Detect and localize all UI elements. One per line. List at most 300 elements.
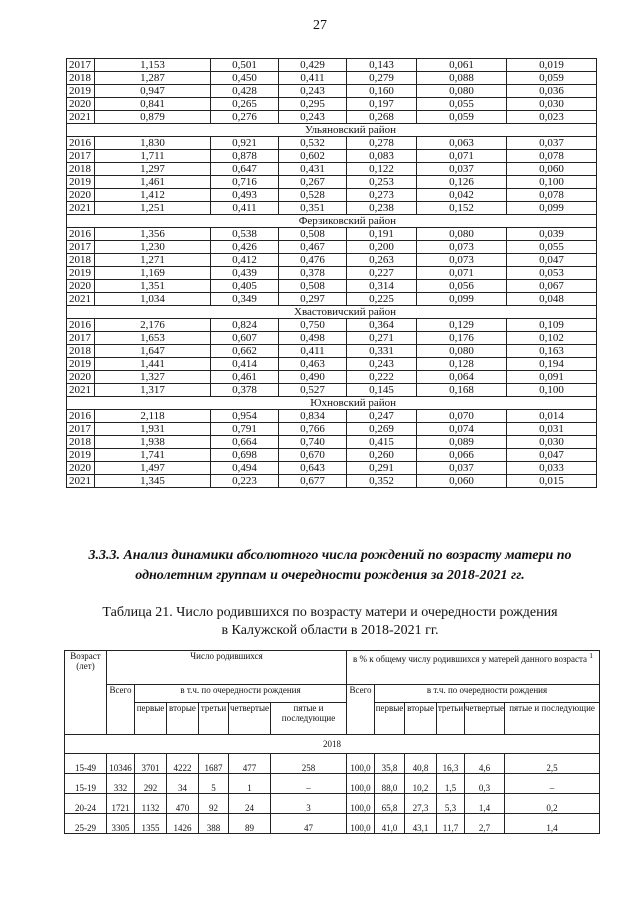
- value-cell: 0,088: [417, 72, 507, 85]
- value-cell: 0,225: [347, 293, 417, 306]
- row-label-cell: 2020: [67, 462, 95, 475]
- value-cell: 11,7: [437, 814, 465, 834]
- row-label-cell: 2021: [67, 111, 95, 124]
- value-cell: 0,080: [417, 345, 507, 358]
- value-cell: 0,053: [507, 267, 597, 280]
- value-cell: 0,411: [211, 202, 279, 215]
- row-label-cell: 2020: [67, 280, 95, 293]
- value-cell: 388: [199, 814, 229, 834]
- row-label-cell: 2018: [67, 72, 95, 85]
- births-header: Число родившихся: [107, 651, 347, 685]
- value-cell: 24: [229, 794, 271, 814]
- percent-total-header: Всего: [347, 685, 375, 735]
- value-cell: 0,048: [507, 293, 597, 306]
- value-cell: 0,030: [507, 436, 597, 449]
- value-cell: 0,031: [507, 423, 597, 436]
- value-cell: 1,153: [95, 59, 211, 72]
- value-cell: 0,269: [347, 423, 417, 436]
- row-label-cell: 2020: [67, 189, 95, 202]
- value-cell: 0,349: [211, 293, 279, 306]
- value-cell: 0,014: [507, 410, 597, 423]
- table-row: [67, 59, 597, 72]
- table-caption-line-2: в Калужской области в 2018-2021 гг.: [221, 623, 439, 638]
- table-row: [67, 189, 597, 202]
- value-cell: 1,497: [95, 462, 211, 475]
- value-cell: 0,352: [347, 475, 417, 488]
- district-header-row: [67, 215, 597, 228]
- births-order-header: в т.ч. по очередности рождения: [135, 685, 347, 703]
- value-cell: 0,102: [507, 332, 597, 345]
- value-cell: 0,450: [211, 72, 279, 85]
- value-cell: 1,169: [95, 267, 211, 280]
- births-total-header: Всего: [107, 685, 135, 735]
- value-cell: 0,467: [279, 241, 347, 254]
- percent-fifth-header: пятые и последующие: [505, 703, 600, 735]
- value-cell: 0,056: [417, 280, 507, 293]
- value-cell: 1,297: [95, 163, 211, 176]
- value-cell: 0,647: [211, 163, 279, 176]
- value-cell: 0,145: [347, 384, 417, 397]
- value-cell: 0,019: [507, 59, 597, 72]
- value-cell: 0,042: [417, 189, 507, 202]
- value-cell: 0,253: [347, 176, 417, 189]
- value-cell: 0,078: [507, 189, 597, 202]
- value-cell: 0,063: [417, 137, 507, 150]
- year-row: 2018: [65, 735, 600, 754]
- value-cell: 43,1: [405, 814, 437, 834]
- value-cell: 1,345: [95, 475, 211, 488]
- row-label-cell: 15-49: [65, 754, 107, 774]
- value-cell: 1,653: [95, 332, 211, 345]
- value-cell: 2,5: [505, 754, 600, 774]
- value-cell: 0,841: [95, 98, 211, 111]
- value-cell: 1,412: [95, 189, 211, 202]
- value-cell: 0,954: [211, 410, 279, 423]
- value-cell: 0,265: [211, 98, 279, 111]
- value-cell: 0,411: [279, 345, 347, 358]
- table-row: [67, 267, 597, 280]
- value-cell: 0,099: [507, 202, 597, 215]
- value-cell: 0,378: [279, 267, 347, 280]
- value-cell: 0,030: [507, 98, 597, 111]
- value-cell: 0,036: [507, 85, 597, 98]
- value-cell: 258: [271, 754, 347, 774]
- value-cell: 1,4: [505, 814, 600, 834]
- value-cell: 65,8: [375, 794, 405, 814]
- value-cell: 89: [229, 814, 271, 834]
- row-label-cell: 2016: [67, 137, 95, 150]
- value-cell: 0,152: [417, 202, 507, 215]
- value-cell: 1687: [199, 754, 229, 774]
- value-cell: 0,037: [417, 163, 507, 176]
- value-cell: 1721: [107, 794, 135, 814]
- value-cell: 1,441: [95, 358, 211, 371]
- value-cell: 0,260: [347, 449, 417, 462]
- row-label-cell: 2019: [67, 267, 95, 280]
- row-label-cell: 2017: [67, 241, 95, 254]
- births-first-header: первые: [135, 703, 167, 735]
- value-cell: 0,073: [417, 241, 507, 254]
- row-label-cell: 15-19: [65, 774, 107, 794]
- percent-first-header: первые: [375, 703, 405, 735]
- value-cell: 3305: [107, 814, 135, 834]
- value-cell: 477: [229, 754, 271, 774]
- value-cell: 1,4: [465, 794, 505, 814]
- value-cell: 0,405: [211, 280, 279, 293]
- table-row: [67, 98, 597, 111]
- value-cell: 0,493: [211, 189, 279, 202]
- value-cell: 0,528: [279, 189, 347, 202]
- value-cell: 0,677: [279, 475, 347, 488]
- value-cell: 1,461: [95, 176, 211, 189]
- value-cell: 0,128: [417, 358, 507, 371]
- value-cell: 10346: [107, 754, 135, 774]
- table-row: [67, 254, 597, 267]
- value-cell: 0,122: [347, 163, 417, 176]
- value-cell: 88,0: [375, 774, 405, 794]
- value-cell: 0,078: [507, 150, 597, 163]
- row-label-cell: 2017: [67, 150, 95, 163]
- value-cell: 0,297: [279, 293, 347, 306]
- value-cell: 0,047: [507, 449, 597, 462]
- value-cell: 100,0: [347, 814, 375, 834]
- births-second-header: вторые: [167, 703, 199, 735]
- row-label-cell: 2019: [67, 449, 95, 462]
- table-row: [67, 358, 597, 371]
- value-cell: 0,100: [507, 384, 597, 397]
- births-fifth-header: пятые и последующие: [271, 703, 347, 735]
- percent-third-header: третьи: [437, 703, 465, 735]
- table-row: [67, 345, 597, 358]
- value-cell: 0,037: [417, 462, 507, 475]
- value-cell: 0,191: [347, 228, 417, 241]
- births-third-header: третьи: [199, 703, 229, 735]
- value-cell: 0,126: [417, 176, 507, 189]
- value-cell: 0,055: [507, 241, 597, 254]
- value-cell: 0,824: [211, 319, 279, 332]
- value-cell: 4222: [167, 754, 199, 774]
- value-cell: 0,071: [417, 150, 507, 163]
- row-label-cell: 2016: [67, 410, 95, 423]
- district-name: Ульяновский район: [67, 124, 597, 137]
- value-cell: 0,061: [417, 59, 507, 72]
- value-cell: 10,2: [405, 774, 437, 794]
- section-heading: [60, 546, 600, 586]
- row-label-cell: 2017: [67, 59, 95, 72]
- district-header-row: [67, 306, 597, 319]
- value-cell: 0,089: [417, 436, 507, 449]
- row-label-cell: 20-24: [65, 794, 107, 814]
- table-row: [67, 176, 597, 189]
- value-cell: 0,740: [279, 436, 347, 449]
- percent-header: [347, 651, 600, 685]
- value-cell: 1,931: [95, 423, 211, 436]
- value-cell: –: [505, 774, 600, 794]
- value-cell: 3: [271, 794, 347, 814]
- value-cell: 0,532: [279, 137, 347, 150]
- value-cell: 3701: [135, 754, 167, 774]
- value-cell: 2,176: [95, 319, 211, 332]
- births-fourth-header: четвертые: [229, 703, 271, 735]
- value-cell: 0,364: [347, 319, 417, 332]
- value-cell: 27,3: [405, 794, 437, 814]
- value-cell: 0,501: [211, 59, 279, 72]
- value-cell: 0,039: [507, 228, 597, 241]
- value-cell: 0,273: [347, 189, 417, 202]
- value-cell: 1132: [135, 794, 167, 814]
- row-label-cell: 2020: [67, 371, 95, 384]
- value-cell: 1,251: [95, 202, 211, 215]
- value-cell: 0,243: [347, 358, 417, 371]
- value-cell: 0,498: [279, 332, 347, 345]
- value-cell: 1,317: [95, 384, 211, 397]
- value-cell: 1,327: [95, 371, 211, 384]
- value-cell: 0,670: [279, 449, 347, 462]
- percent-order-header: в т.ч. по очередности рождения: [375, 685, 600, 703]
- value-cell: 0,099: [417, 293, 507, 306]
- value-cell: 0,461: [211, 371, 279, 384]
- value-cell: 0,921: [211, 137, 279, 150]
- table-row: [67, 72, 597, 85]
- value-cell: 0,426: [211, 241, 279, 254]
- table-row: [67, 319, 597, 332]
- value-cell: 0,378: [211, 384, 279, 397]
- value-cell: 2,118: [95, 410, 211, 423]
- value-cell: 0,664: [211, 436, 279, 449]
- value-cell: 0,766: [279, 423, 347, 436]
- value-cell: 0,263: [347, 254, 417, 267]
- value-cell: 0,067: [507, 280, 597, 293]
- value-cell: 0,463: [279, 358, 347, 371]
- value-cell: 0,074: [417, 423, 507, 436]
- row-label-cell: 2021: [67, 293, 95, 306]
- value-cell: 1,271: [95, 254, 211, 267]
- value-cell: 41,0: [375, 814, 405, 834]
- district-name: Юхновский район: [67, 397, 597, 410]
- value-cell: 1,287: [95, 72, 211, 85]
- value-cell: 40,8: [405, 754, 437, 774]
- value-cell: 0,607: [211, 332, 279, 345]
- value-cell: 0,060: [417, 475, 507, 488]
- value-cell: 0,080: [417, 85, 507, 98]
- value-cell: 34: [167, 774, 199, 794]
- age-header: Возраст (лет): [65, 651, 107, 735]
- percent-header-text: в % к общему числу родившихся у матерей данного возраста: [353, 654, 588, 664]
- value-cell: 0,2: [505, 794, 600, 814]
- value-cell: 0,222: [347, 371, 417, 384]
- value-cell: 0,428: [211, 85, 279, 98]
- value-cell: 1,647: [95, 345, 211, 358]
- value-cell: 0,143: [347, 59, 417, 72]
- district-header-row: [67, 124, 597, 137]
- value-cell: 0,538: [211, 228, 279, 241]
- district-name: Ферзиковский район: [67, 215, 597, 228]
- section-heading-line-1: 3.3.3. Анализ динамики абсолютного числа рождений по возрасту матери по: [88, 548, 572, 563]
- row-label-cell: 2019: [67, 85, 95, 98]
- value-cell: 0,791: [211, 423, 279, 436]
- value-cell: 0,243: [279, 111, 347, 124]
- value-cell: 100,0: [347, 774, 375, 794]
- value-cell: 1355: [135, 814, 167, 834]
- table-row: [67, 449, 597, 462]
- value-cell: 0,295: [279, 98, 347, 111]
- value-cell: 92: [199, 794, 229, 814]
- value-cell: 0,508: [279, 280, 347, 293]
- value-cell: 0,247: [347, 410, 417, 423]
- value-cell: 5,3: [437, 794, 465, 814]
- table-row: [67, 436, 597, 449]
- value-cell: 0,411: [279, 72, 347, 85]
- value-cell: 0,059: [507, 72, 597, 85]
- value-cell: 0,3: [465, 774, 505, 794]
- value-cell: 0,033: [507, 462, 597, 475]
- value-cell: 0,129: [417, 319, 507, 332]
- value-cell: 35,8: [375, 754, 405, 774]
- table-row: [65, 794, 600, 814]
- value-cell: 0,602: [279, 150, 347, 163]
- value-cell: –: [271, 774, 347, 794]
- value-cell: 0,080: [417, 228, 507, 241]
- value-cell: 0,073: [417, 254, 507, 267]
- value-cell: 0,490: [279, 371, 347, 384]
- section-heading-line-2: однолетним группам и очередности рождения за 2018-2021 гг.: [135, 568, 525, 583]
- value-cell: 0,716: [211, 176, 279, 189]
- value-cell: 0,267: [279, 176, 347, 189]
- row-label-cell: 25-29: [65, 814, 107, 834]
- value-cell: 292: [135, 774, 167, 794]
- value-cell: 0,508: [279, 228, 347, 241]
- table-caption: [60, 604, 600, 640]
- table-row: [67, 371, 597, 384]
- value-cell: 0,268: [347, 111, 417, 124]
- value-cell: 1,938: [95, 436, 211, 449]
- value-cell: 0,055: [417, 98, 507, 111]
- value-cell: 0,412: [211, 254, 279, 267]
- value-cell: 0,439: [211, 267, 279, 280]
- value-cell: 332: [107, 774, 135, 794]
- value-cell: 0,109: [507, 319, 597, 332]
- value-cell: 1,356: [95, 228, 211, 241]
- row-label-cell: 2021: [67, 384, 95, 397]
- value-cell: 47: [271, 814, 347, 834]
- value-cell: 0,279: [347, 72, 417, 85]
- table-row: [67, 137, 597, 150]
- value-cell: 1,830: [95, 137, 211, 150]
- value-cell: 0,194: [507, 358, 597, 371]
- district-name: Хвастовичский район: [67, 306, 597, 319]
- table-row: [67, 410, 597, 423]
- value-cell: 0,176: [417, 332, 507, 345]
- table-row: [67, 475, 597, 488]
- district-coefficients-body: [67, 59, 597, 488]
- row-label-cell: 2016: [67, 319, 95, 332]
- value-cell: 0,037: [507, 137, 597, 150]
- district-header-row: [67, 397, 597, 410]
- value-cell: 0,415: [347, 436, 417, 449]
- births-by-age-body: [65, 754, 600, 834]
- value-cell: 0,015: [507, 475, 597, 488]
- table-row: [67, 332, 597, 345]
- births-by-age-table: [64, 650, 600, 834]
- value-cell: 0,227: [347, 267, 417, 280]
- value-cell: 0,276: [211, 111, 279, 124]
- value-cell: 4,6: [465, 754, 505, 774]
- value-cell: 0,163: [507, 345, 597, 358]
- row-label-cell: 2019: [67, 176, 95, 189]
- footnote-mark: 1: [589, 651, 594, 660]
- row-label-cell: 2018: [67, 345, 95, 358]
- table-row: [67, 462, 597, 475]
- value-cell: 1,034: [95, 293, 211, 306]
- value-cell: 0,879: [95, 111, 211, 124]
- percent-fourth-header: четвертые: [465, 703, 505, 735]
- row-label-cell: 2021: [67, 475, 95, 488]
- value-cell: 0,066: [417, 449, 507, 462]
- value-cell: 0,278: [347, 137, 417, 150]
- table-caption-line-1: Таблица 21. Число родившихся по возрасту матери и очередности рождения: [102, 605, 558, 620]
- value-cell: 0,168: [417, 384, 507, 397]
- row-label-cell: 2016: [67, 228, 95, 241]
- value-cell: 0,197: [347, 98, 417, 111]
- value-cell: 0,023: [507, 111, 597, 124]
- value-cell: 0,834: [279, 410, 347, 423]
- table-row: [67, 241, 597, 254]
- value-cell: 0,291: [347, 462, 417, 475]
- table-row: [67, 111, 597, 124]
- value-cell: 0,476: [279, 254, 347, 267]
- row-label-cell: 2017: [67, 423, 95, 436]
- district-coefficients-table: [66, 58, 597, 488]
- value-cell: 0,059: [417, 111, 507, 124]
- value-cell: 0,238: [347, 202, 417, 215]
- page-number: 27: [313, 18, 327, 33]
- row-label-cell: 2018: [67, 254, 95, 267]
- value-cell: 0,351: [279, 202, 347, 215]
- value-cell: 0,414: [211, 358, 279, 371]
- value-cell: 1,711: [95, 150, 211, 163]
- value-cell: 0,047: [507, 254, 597, 267]
- value-cell: 0,070: [417, 410, 507, 423]
- row-label-cell: 2019: [67, 358, 95, 371]
- value-cell: 0,200: [347, 241, 417, 254]
- value-cell: 0,314: [347, 280, 417, 293]
- table-row: [65, 754, 600, 774]
- value-cell: 0,271: [347, 332, 417, 345]
- value-cell: 0,429: [279, 59, 347, 72]
- value-cell: 0,947: [95, 85, 211, 98]
- value-cell: 100,0: [347, 754, 375, 774]
- value-cell: 1: [229, 774, 271, 794]
- row-label-cell: 2018: [67, 436, 95, 449]
- value-cell: 16,3: [437, 754, 465, 774]
- value-cell: 0,100: [507, 176, 597, 189]
- row-label-cell: 2017: [67, 332, 95, 345]
- value-cell: 470: [167, 794, 199, 814]
- row-label-cell: 2020: [67, 98, 95, 111]
- value-cell: 0,643: [279, 462, 347, 475]
- value-cell: 0,878: [211, 150, 279, 163]
- table-row: [67, 228, 597, 241]
- value-cell: 0,223: [211, 475, 279, 488]
- value-cell: 0,071: [417, 267, 507, 280]
- row-label-cell: 2021: [67, 202, 95, 215]
- value-cell: 0,527: [279, 384, 347, 397]
- value-cell: 1,351: [95, 280, 211, 293]
- value-cell: 0,662: [211, 345, 279, 358]
- percent-second-header: вторые: [405, 703, 437, 735]
- table-row: [67, 280, 597, 293]
- table-row: [67, 85, 597, 98]
